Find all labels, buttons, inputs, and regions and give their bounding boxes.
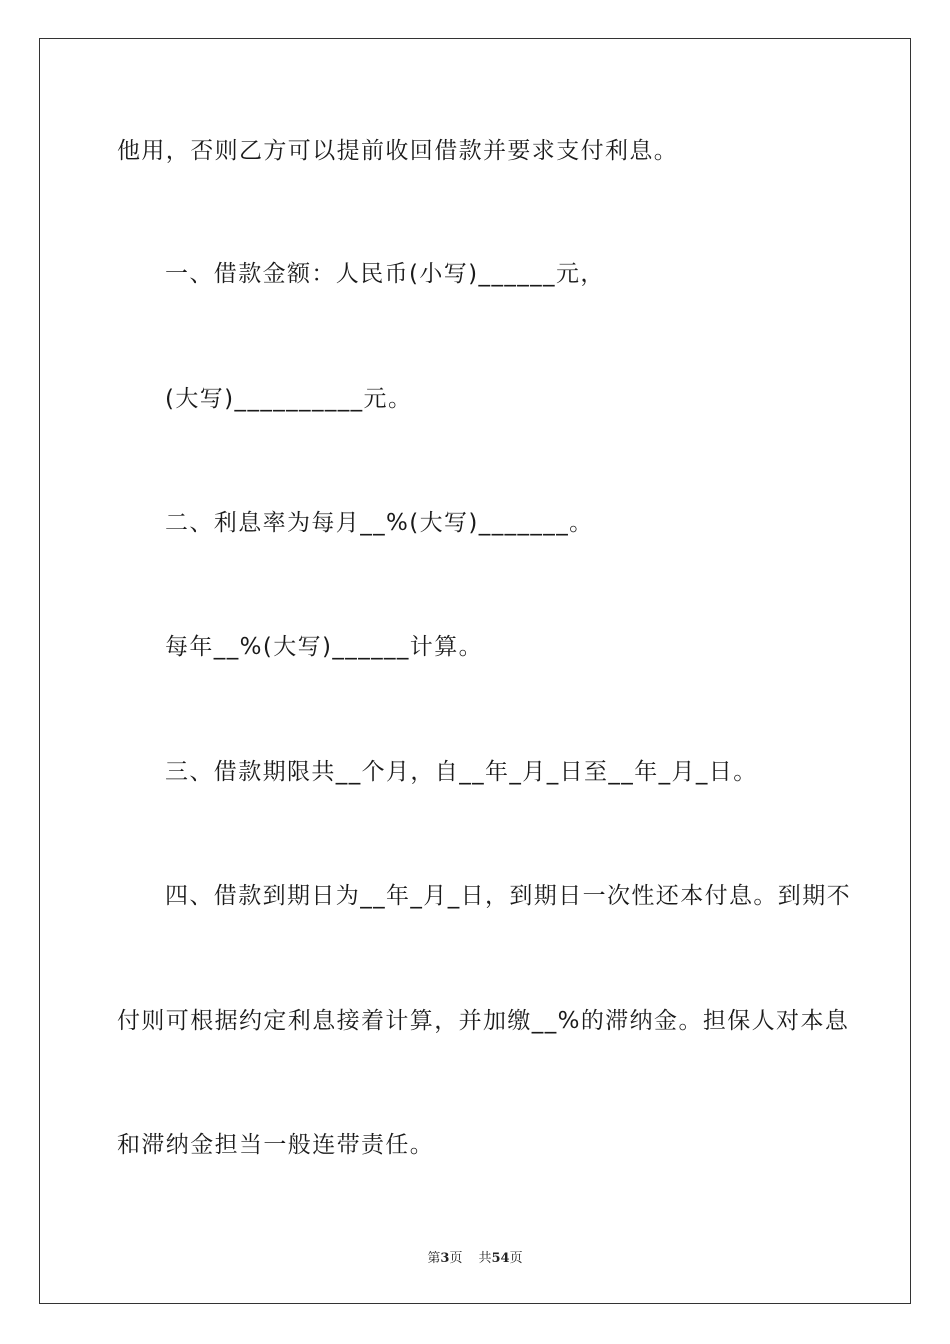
text-line-loan-amount-capital: (大写)__________元。	[165, 386, 413, 412]
footer-page-suffix: 页	[449, 1251, 463, 1266]
footer-total-prefix: 共	[478, 1251, 492, 1266]
page-border	[39, 38, 911, 1304]
page-footer	[0, 1247, 950, 1266]
footer-page-number: 3	[440, 1251, 450, 1266]
text-line-1: 他用，否则乙方可以提前收回借款并要求支付利息。	[117, 138, 679, 164]
text-line-late-fee: 付则可根据约定利息接着计算，并加缴__%的滞纳金。担保人对本息	[117, 1008, 850, 1034]
text-line-annual-rate: 每年__%(大写)______计算。	[165, 634, 484, 660]
text-line-loan-term: 三、借款期限共__个月，自__年_月_日至__年_月_日。	[165, 759, 758, 785]
footer-total-suffix: 页	[509, 1251, 523, 1266]
text-line-guarantor: 和滞纳金担当一般连带责任。	[117, 1132, 435, 1158]
text-line-loan-amount: 一、借款金额：人民币(小写)______元，	[165, 261, 605, 287]
text-line-monthly-rate: 二、利息率为每月__%(大写)_______。	[165, 510, 594, 536]
text-line-due-date: 四、借款到期日为__年_月_日，到期日一次性还本付息。到期不	[165, 883, 851, 909]
footer-total-pages: 54	[491, 1251, 510, 1266]
footer-page-prefix: 第	[427, 1251, 441, 1266]
